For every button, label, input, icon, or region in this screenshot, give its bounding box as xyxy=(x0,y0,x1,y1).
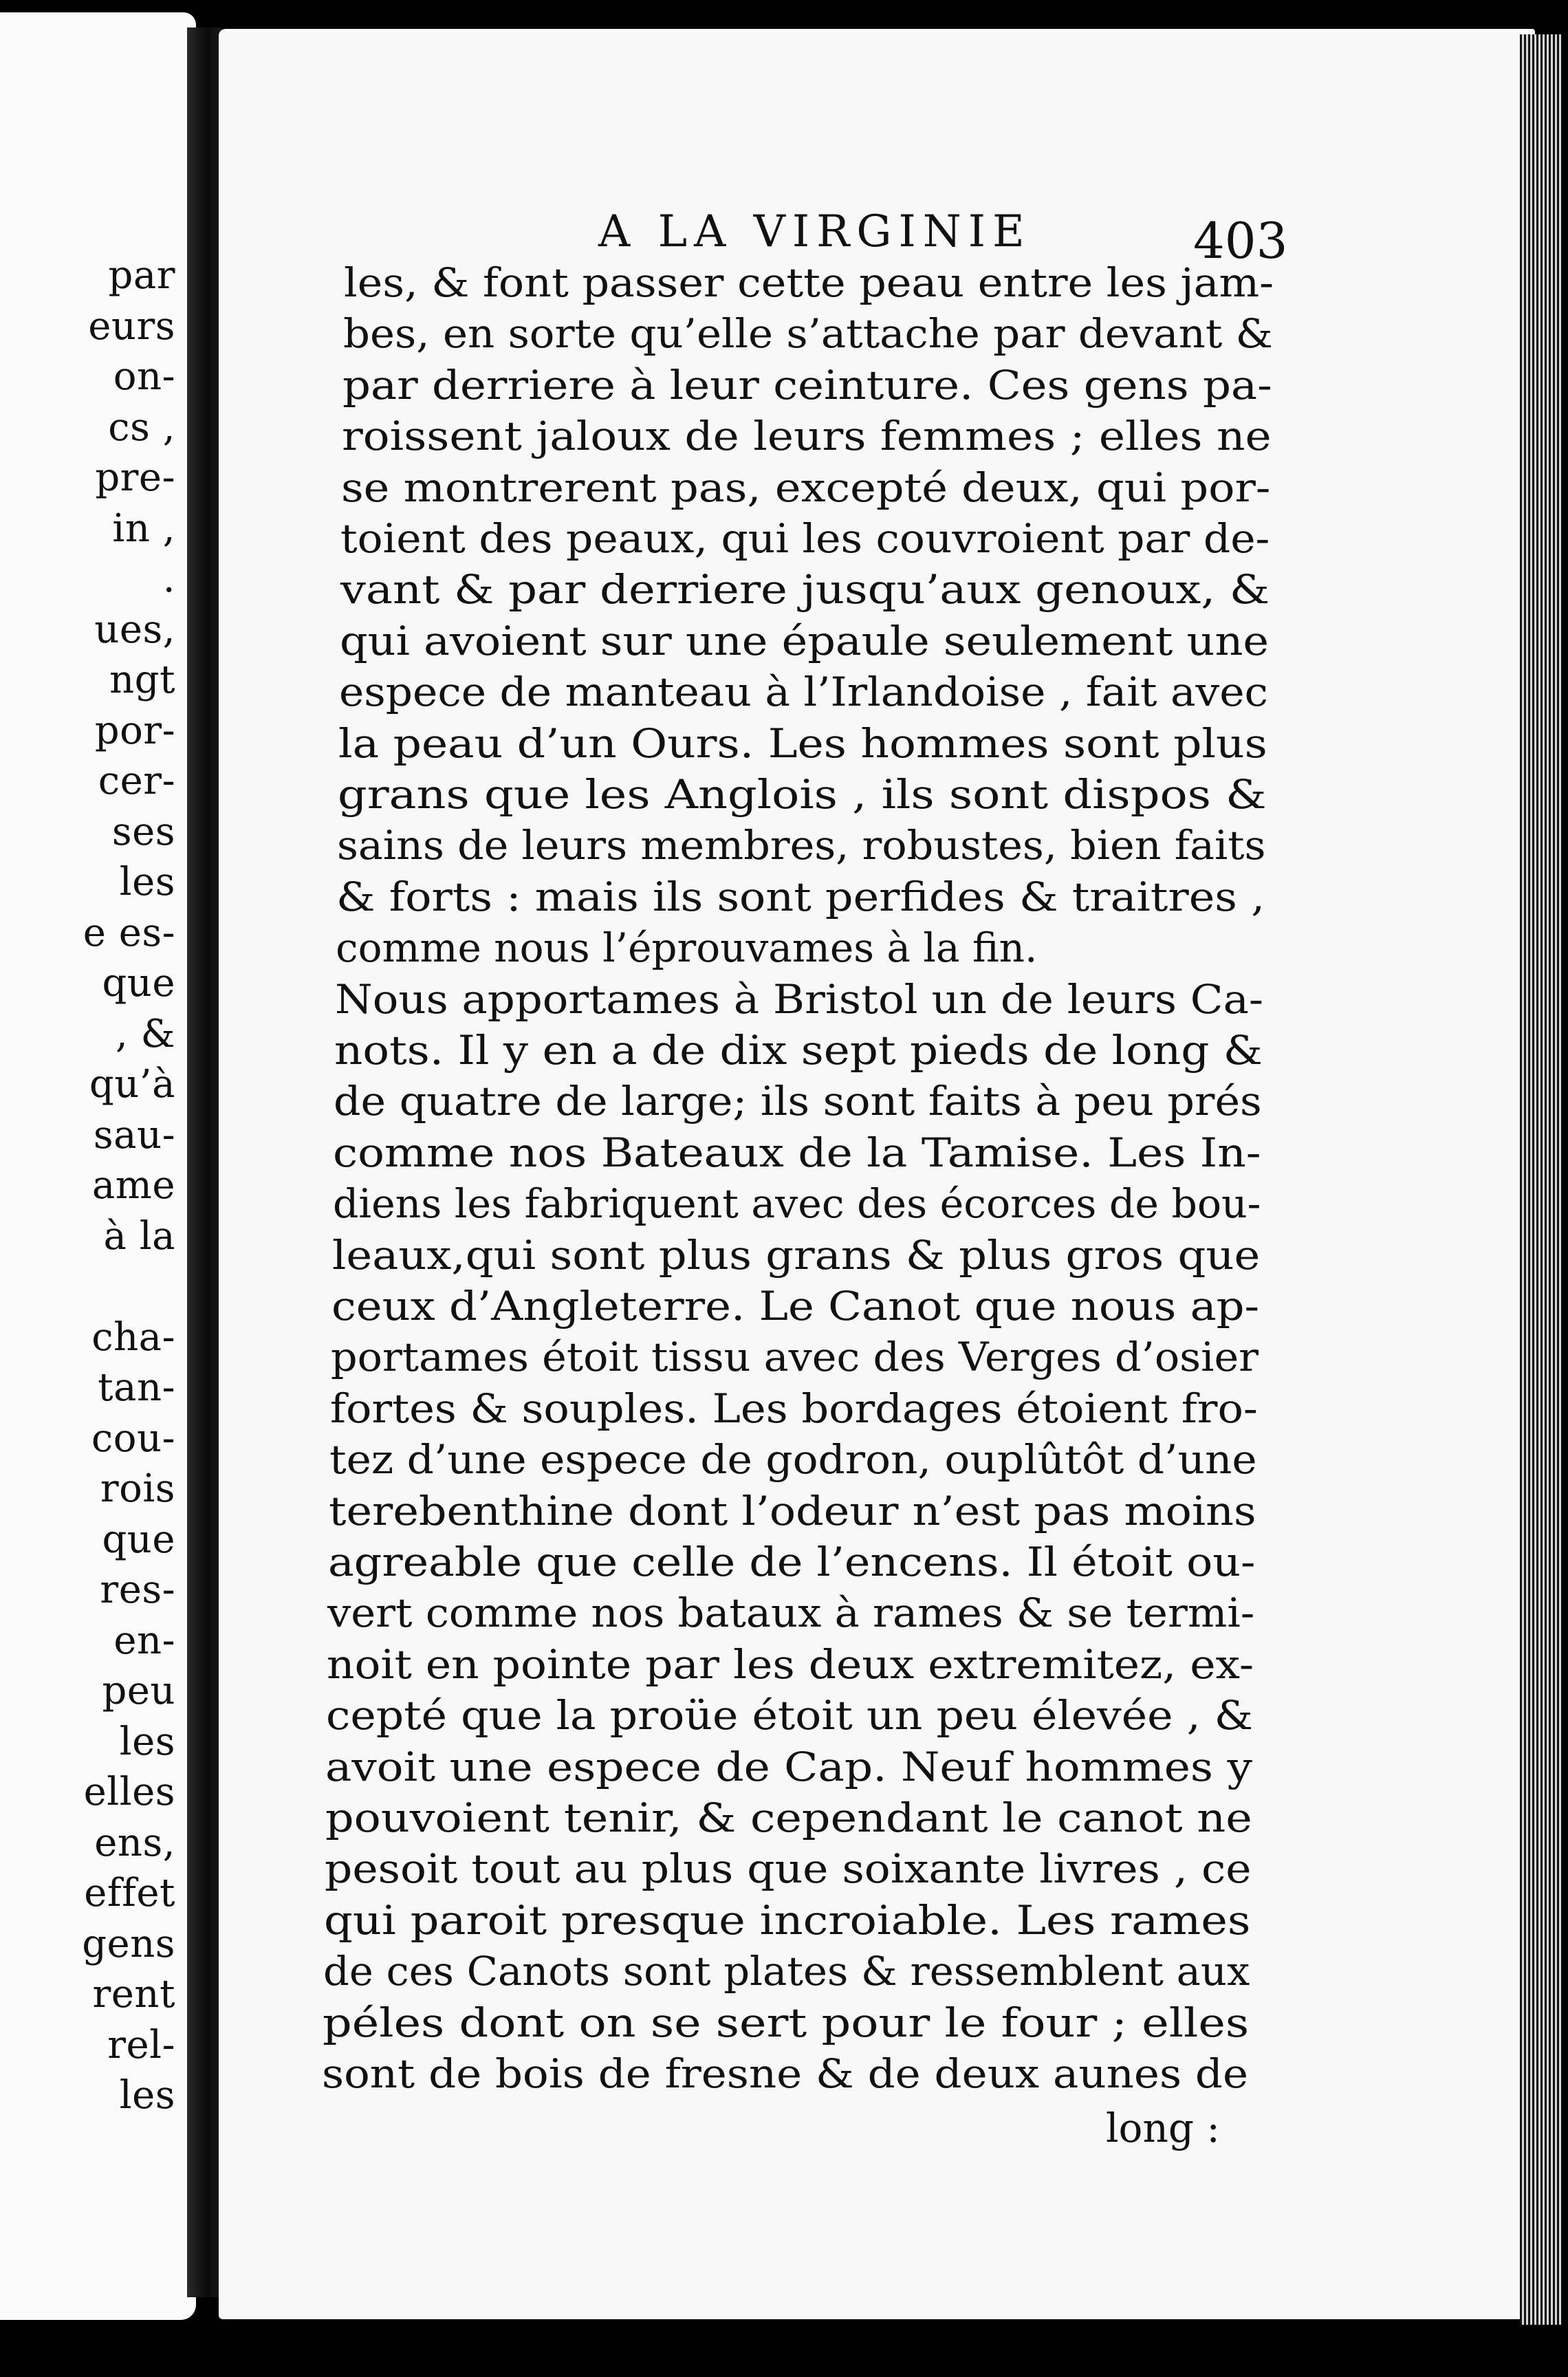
page-number: 403 xyxy=(1193,212,1288,270)
left-page-fragment: que xyxy=(102,961,175,1006)
left-page-fragment: , & xyxy=(116,1011,175,1056)
body-line: avoit une espece de Cap. Neuf hommes y xyxy=(325,1743,1253,1790)
left-page-fragment: ens, xyxy=(94,1820,175,1865)
body-line: bes, en sorte qu’elle s’attache par devant & xyxy=(343,310,1273,358)
body-line: sains de leurs membres, robustes, bien faits xyxy=(336,822,1266,869)
body-line: pesoit tout au plus que soixante livres , ce xyxy=(324,1845,1252,1893)
body-line: qui paroit presque incroiable. Les rames xyxy=(323,1896,1251,1944)
body-line: agreable que celle de l’encens. Il étoit ou- xyxy=(328,1539,1256,1585)
body-line: roissent jaloux de leurs femmes ; elles ne xyxy=(342,413,1272,460)
body-line: de quatre de large; ils sont faits à peu prés xyxy=(334,1078,1263,1125)
body-line: pouvoient tenir, & cependant le canot ne xyxy=(325,1794,1252,1841)
body-line: cepté que la proüe étoit un peu élevée , & xyxy=(326,1692,1254,1739)
left-page-fragment: ame xyxy=(91,1163,175,1208)
body-line: grans que les Anglois , ils sont dispos & xyxy=(337,771,1267,818)
body-line: vant & par derriere jusqu’aux genoux, & xyxy=(340,566,1270,614)
body-line: comme nous l’éprouvames à la fin. xyxy=(336,924,1038,972)
left-page-fragment: qu’à xyxy=(89,1062,175,1107)
left-page-fragment: sau- xyxy=(93,1112,175,1158)
left-page-fragment: rel- xyxy=(107,2022,175,2067)
body-line: la peau d’un Ours. Les hommes sont plus xyxy=(338,719,1267,767)
body-line: qui avoient sur une épaule seulement une xyxy=(339,617,1269,664)
left-page-fragment: cs , xyxy=(108,404,175,450)
body-line: noit en pointe par les deux extremitez, ex- xyxy=(327,1640,1254,1688)
left-page-fragment: eurs xyxy=(88,303,175,349)
left-page-fragment: peu xyxy=(102,1669,175,1713)
left-page-fragment: ngt xyxy=(109,658,175,702)
body-line: Nous apportames à Bristol un de leurs Ca- xyxy=(335,975,1264,1023)
left-page-fragment: e es- xyxy=(83,910,175,955)
left-page-fragment: les xyxy=(119,1719,175,1764)
left-page-fragment: rent xyxy=(92,1972,175,2017)
left-page-fragment: . xyxy=(162,556,175,601)
body-line: comme nos Bateaux de la Tamise. Les In- xyxy=(333,1129,1262,1176)
body-line: sont de bois de fresne & de deux aunes de xyxy=(322,2050,1248,2097)
left-facing-page xyxy=(0,12,196,2320)
body-line: ceux d’Angleterre. Le Canot que nous ap- xyxy=(331,1283,1259,1329)
left-page-fragment: à la xyxy=(103,1213,175,1259)
body-line: portames étoit tissu avec des Verges d’osier xyxy=(330,1334,1259,1381)
left-page-fragment: rois xyxy=(100,1466,175,1511)
left-page-fragment: effet xyxy=(84,1871,175,1915)
body-line: par derriere à leur ceinture. Ces gens pa- xyxy=(342,361,1272,409)
left-page-fragment: cer- xyxy=(98,759,175,803)
left-page-fragment: ses xyxy=(111,809,175,854)
left-page-fragment: elles xyxy=(83,1770,175,1814)
left-page-fragment: pre- xyxy=(95,455,175,500)
left-page-fragment: ues, xyxy=(94,607,175,652)
body-line: tez d’une espece de godron, ouplûtôt d’une xyxy=(329,1436,1257,1484)
left-page-fragment: tan- xyxy=(98,1365,175,1410)
body-line: de ces Canots sont plates & ressemblent aux xyxy=(323,1948,1250,1995)
body-line: fortes & souples. Les bordages étoient fro- xyxy=(329,1385,1258,1432)
running-head-title: A LA VIRGINIE xyxy=(598,206,1032,257)
body-line: espece de manteau à l’Irlandoise , fait avec xyxy=(338,669,1268,716)
body-line: se montrerent pas, excepté deux, qui por- xyxy=(341,464,1271,511)
left-page-fragment: in , xyxy=(112,506,175,551)
body-line: & forts : mais ils sont perfides & traitres , xyxy=(336,873,1265,920)
running-head xyxy=(0,206,1568,270)
left-page-fragment: cha- xyxy=(91,1314,175,1360)
body-line: leaux,qui sont plus grans & plus gros que xyxy=(331,1231,1260,1279)
left-page-fragment: por- xyxy=(94,708,175,753)
left-page-fragment: que xyxy=(102,1517,175,1562)
body-line: vert comme nos bataux à rames & se termi- xyxy=(327,1589,1255,1637)
body-line: nots. Il y en a de dix sept pieds de long & xyxy=(334,1027,1263,1074)
left-page-fragment: par xyxy=(108,253,175,298)
left-page-fragment: les xyxy=(119,2073,175,2118)
left-page-fragment: gens xyxy=(82,1921,175,1966)
page-edges xyxy=(1520,34,1561,2325)
left-page-fragment: on- xyxy=(113,354,175,399)
body-line: terebenthine dont l’odeur n’est pas moins xyxy=(329,1487,1256,1534)
left-page-fragment: les xyxy=(119,860,175,904)
left-page-fragment: res- xyxy=(100,1567,175,1612)
body-line: diens les fabriquent avec des écorces de bou- xyxy=(332,1180,1261,1228)
body-line: toient des peaux, qui les couvroient par de- xyxy=(340,515,1270,562)
left-page-fragment: en- xyxy=(113,1618,175,1663)
book-gutter xyxy=(187,28,221,2297)
body-line: péles dont on se sert pour le four ; elles xyxy=(322,1999,1250,2046)
catchword: long : xyxy=(1106,2105,1220,2151)
body-line: les, & font passer cette peau entre les jam- xyxy=(344,259,1274,306)
left-page-fragment: cou- xyxy=(91,1415,175,1461)
